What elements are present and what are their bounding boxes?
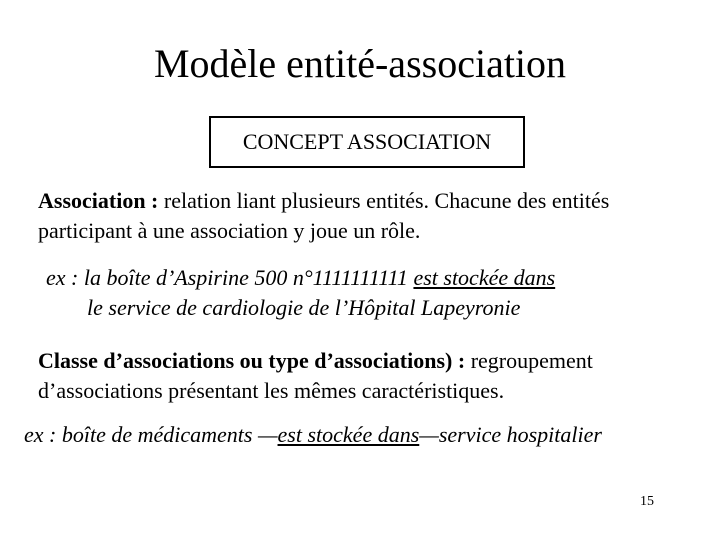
- classe-line-1: [38, 346, 593, 376]
- example-2-relation: est stockée dans: [277, 422, 420, 447]
- association-text-1: relation liant plusieurs entités. Chacune des entités: [163, 188, 610, 213]
- concept-box: [209, 116, 525, 168]
- example-2-post: —service hospitalier: [419, 422, 602, 447]
- example-1-line-2: le service de cardiologie de l’Hôpital Lapeyronie: [87, 295, 521, 320]
- example-1-text: ex : la boîte d’Aspirine 500 n°1111111111: [46, 265, 408, 290]
- example-2-pre: ex : boîte de médicaments —: [24, 422, 278, 447]
- example-1-relation: est stockée dans: [413, 265, 556, 290]
- page-number: 15: [640, 494, 654, 509]
- slide-title: Modèle entité-association: [153, 41, 567, 86]
- classe-line-2: d’associations présentant les mêmes caractéristiques.: [38, 378, 505, 403]
- example-1: [46, 263, 555, 323]
- association-term: Association :: [38, 188, 159, 213]
- classe-term: Classe d’associations ou type d’associations) :: [38, 348, 466, 373]
- association-line-1: [38, 186, 609, 216]
- association-definition: [38, 186, 609, 246]
- classe-text-1: regroupement: [470, 348, 593, 373]
- example-1-line-1: [46, 263, 555, 293]
- classe-definition: [38, 346, 593, 406]
- example-2: [24, 420, 602, 450]
- association-line-2: participant à une association y joue un rôle.: [38, 218, 421, 243]
- concept-box-label: CONCEPT ASSOCIATION: [242, 129, 492, 154]
